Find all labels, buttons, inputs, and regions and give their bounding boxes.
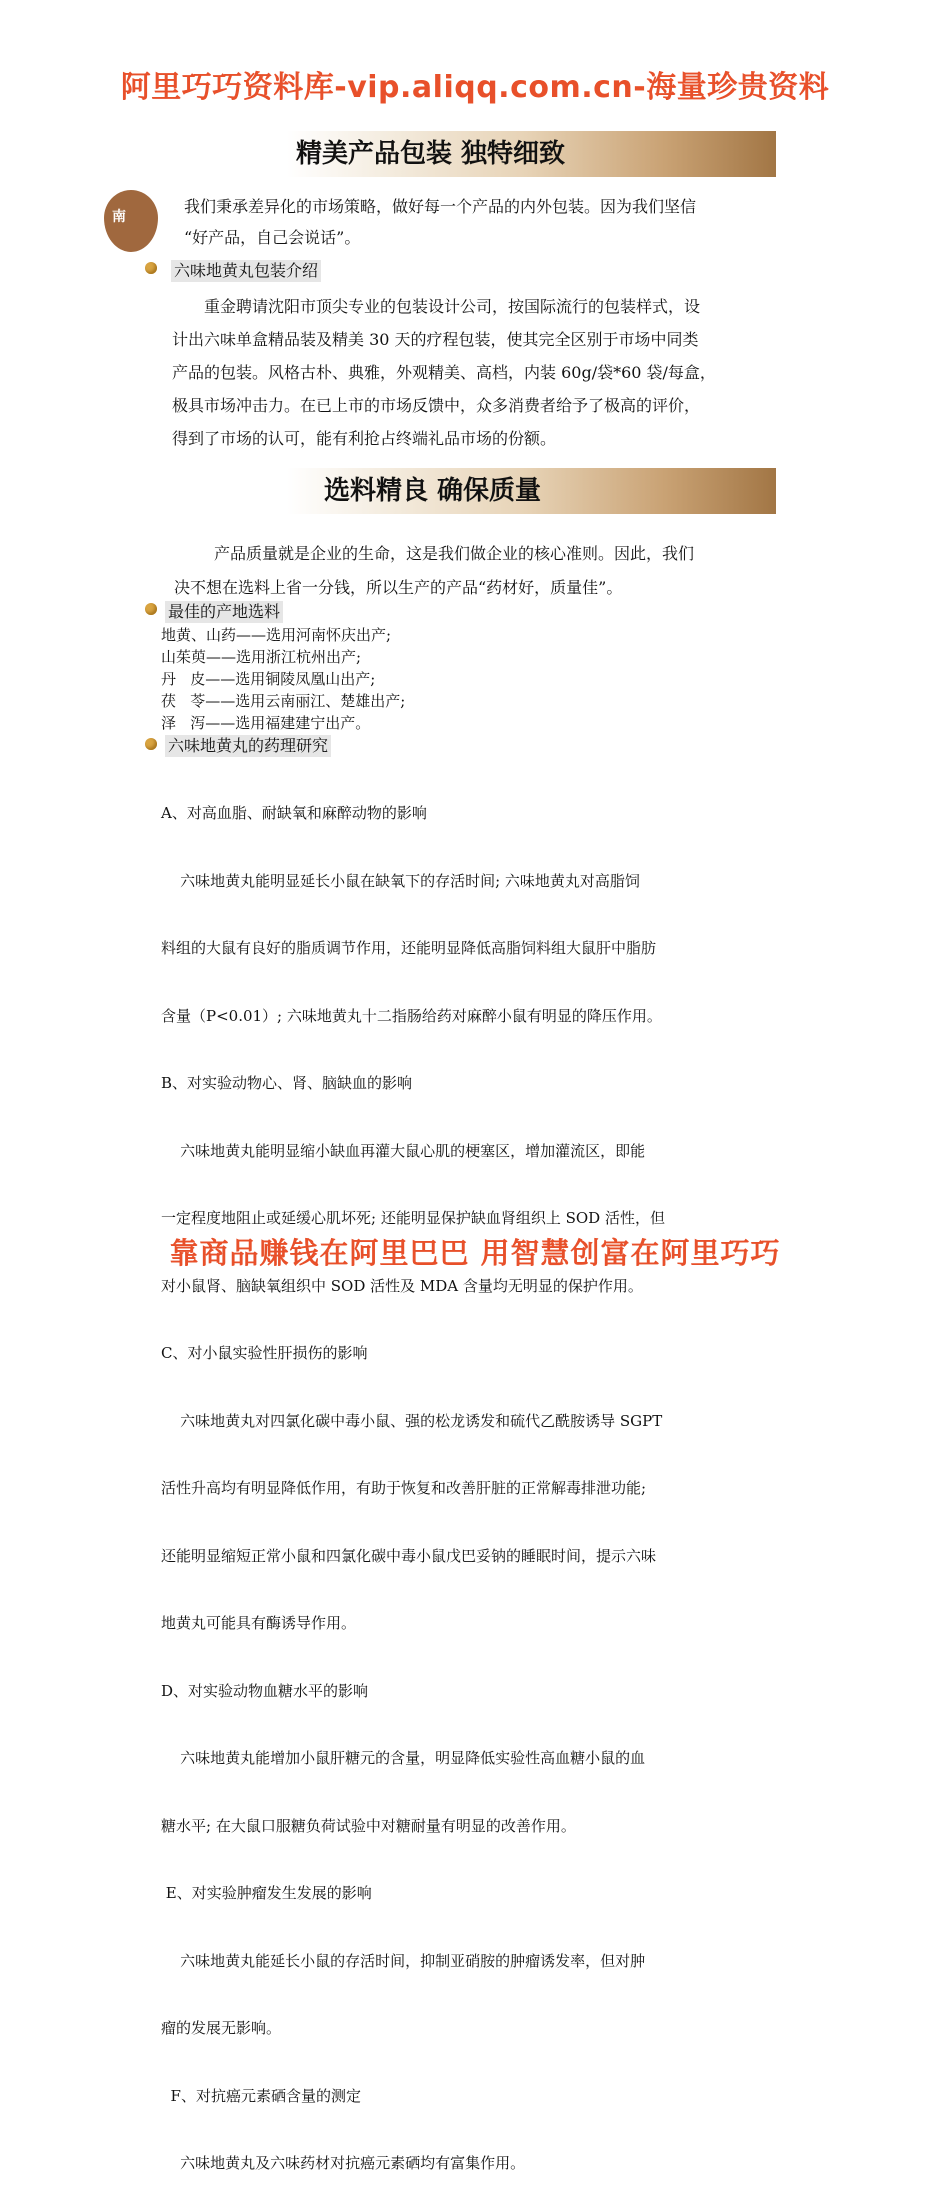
section-title-packaging: 精美产品包装 独特细致 xyxy=(220,131,776,177)
badge-label: 南 xyxy=(112,209,126,225)
pharma-line: 一定程度地阻止或延缓心肌坏死; 还能明显保护缺血肾组织上 SOD 活性，但 xyxy=(161,1209,665,1227)
pharma-line: 六味地黄丸及六味药材对抗癌元素硒均有富集作用。 xyxy=(161,2154,526,2172)
pharma-line: 六味地黄丸能增加小鼠肝糖元的含量，明显降低实验性高血糖小鼠的血 xyxy=(161,1749,646,1767)
body-line: 计出六味单盒精品装及精美 30 天的疗程包装，使其完全区别于市场中同类 xyxy=(172,330,699,349)
section-title-quality: 选料精良 确保质量 xyxy=(220,468,776,514)
body-line: 得到了市场的认可，能有利抢占终端礼品市场的份额。 xyxy=(172,429,557,448)
pharma-line: 六味地黄丸能明显缩小缺血再灌大鼠心肌的梗塞区，增加灌流区，即能 xyxy=(161,1141,646,1160)
bullet-icon xyxy=(145,262,157,274)
bullet-icon xyxy=(145,603,157,615)
pharmacology-body xyxy=(161,757,811,2197)
intro-line: 我们秉承差异化的市场策略，做好每一个产品的内外包装。因为我们坚信 xyxy=(184,197,697,216)
origin-item: 泽 泻——选用福建建宁出产。 xyxy=(161,714,371,732)
body-line: 重金聘请沈阳市顶尖专业的包装设计公司，按国际流行的包装样式，设 xyxy=(204,297,701,316)
pharma-line: 瘤的发展无影响。 xyxy=(161,2019,282,2037)
intro-line: 产品质量就是企业的生命，这是我们做企业的核心准则。因此，我们 xyxy=(214,544,695,563)
pharma-line: 对小鼠肾、脑缺氧组织中 SOD 活性及 MDA 含量均无明显的保护作用。 xyxy=(161,1276,643,1295)
pharma-line: B、对实验动物心、肾、脑缺血的影响 xyxy=(161,1074,413,1092)
packaging-intro xyxy=(184,191,814,253)
origin-list xyxy=(161,624,661,734)
origin-item: 地黄、山药——选用河南怀庆出产; xyxy=(161,626,392,644)
pharma-line: F、对抗癌元素硒含量的测定 xyxy=(161,2086,361,2105)
subheading-pharmacology: 六味地黄丸的药理研究 xyxy=(165,735,331,757)
pharma-line: E、对实验肿瘤发生发展的影响 xyxy=(161,1884,372,1902)
badge-south xyxy=(104,190,158,252)
pharma-line: 六味地黄丸对四氯化碳中毒小鼠、强的松龙诱发和硫代乙酰胺诱导 SGPT xyxy=(161,1411,663,1430)
packaging-body xyxy=(172,290,812,455)
pharma-line: 含量（P<0.01）; 六味地黄丸十二指肠给药对麻醉小鼠有明显的降压作用。 xyxy=(161,1006,662,1025)
pharma-line: 料组的大鼠有良好的脂质调节作用，还能明显降低高脂饲料组大鼠肝中脂肪 xyxy=(161,939,657,957)
header-banner: 阿里巧巧资料库-vip.aliqq.com.cn-海量珍贵资料 xyxy=(120,70,830,105)
origin-item: 茯 苓——选用云南丽江、楚雄出产; xyxy=(161,692,406,710)
pharma-line: 六味地黄丸能延长小鼠的存活时间，抑制亚硝胺的肿瘤诱发率，但对肿 xyxy=(161,1951,646,1970)
subheading-origin: 最佳的产地选料 xyxy=(165,601,283,623)
body-line: 产品的包装。风格古朴、典雅，外观精美、高档，内装 60g/袋*60 袋/每盒， xyxy=(172,363,716,382)
origin-item: 丹 皮——选用铜陵凤凰山出产; xyxy=(161,670,376,688)
pharma-line: 地黄丸可能具有酶诱导作用。 xyxy=(161,1614,357,1632)
pharma-line: 六味地黄丸能明显延长小鼠在缺氧下的存活时间; 六味地黄丸对高脂饲 xyxy=(161,871,640,890)
origin-item: 山茱萸——选用浙江杭州出产; xyxy=(161,648,362,666)
quality-intro xyxy=(174,537,814,605)
bullet-icon xyxy=(145,738,157,750)
body-line: 极具市场冲击力。在已上市的市场反馈中，众多消费者给予了极高的评价， xyxy=(172,396,701,415)
pharma-line: C、对小鼠实验性肝损伤的影响 xyxy=(161,1344,368,1362)
pharma-line: 活性升高均有明显降低作用，有助于恢复和改善肝脏的正常解毒排泄功能; xyxy=(161,1479,647,1497)
pharma-line: 还能明显缩短正常小鼠和四氯化碳中毒小鼠戊巴妥钠的睡眠时间，提示六味 xyxy=(161,1546,657,1565)
pharma-line: D、对实验动物血糖水平的影响 xyxy=(161,1681,369,1700)
intro-line: 决不想在选料上省一分钱，所以生产的产品“药材好，质量佳”。 xyxy=(174,578,623,597)
subheading-packaging: 六味地黄丸包装介绍 xyxy=(171,260,321,282)
pharma-line: 糖水平; 在大鼠口服糖负荷试验中对糖耐量有明显的改善作用。 xyxy=(161,1816,576,1835)
intro-line: “好产品，自己会说话”。 xyxy=(184,228,361,247)
pharma-line: A、对高血脂、耐缺氧和麻醉动物的影响 xyxy=(161,804,427,822)
footer-banner: 靠商品赚钱在阿里巴巴 用智慧创富在阿里巧巧 xyxy=(169,1236,781,1270)
